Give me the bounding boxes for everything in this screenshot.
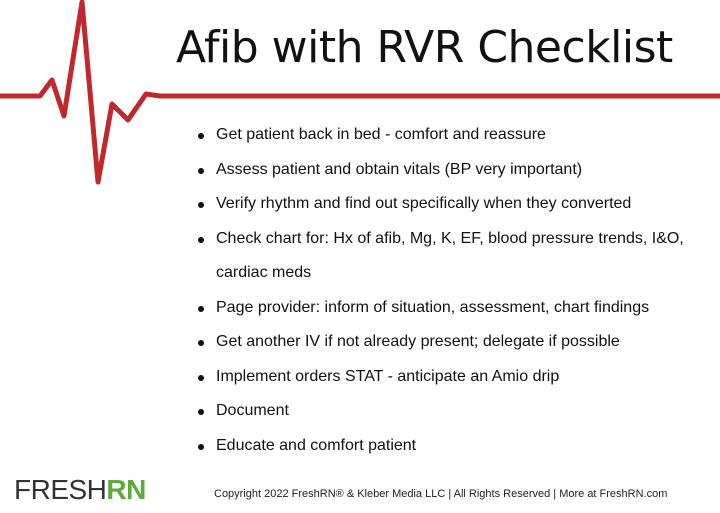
- list-item: Document: [198, 394, 698, 429]
- list-item: Educate and comfort patient: [198, 429, 698, 464]
- list-item: Get patient back in bed - comfort and reassure: [198, 118, 698, 153]
- page-title: Afib with RVR Checklist: [176, 22, 673, 73]
- list-item: Page provider: inform of situation, assessment, chart findings: [198, 291, 698, 326]
- freshrn-logo: [14, 474, 146, 506]
- logo-rn-text: RN: [106, 474, 146, 505]
- list-item: Verify rhythm and find out specifically when they converted: [198, 187, 698, 222]
- list-item: Get another IV if not already present; delegate if possible: [198, 325, 698, 360]
- list-item: Implement orders STAT - anticipate an Amio drip: [198, 360, 698, 395]
- list-item: Assess patient and obtain vitals (BP very important): [198, 153, 698, 188]
- copyright-footer: Copyright 2022 FreshRN® & Kleber Media LLC | All Rights Reserved | More at FreshRN.com: [214, 488, 668, 500]
- logo-fresh-text: FRESH: [14, 474, 107, 505]
- checklist: [198, 118, 698, 463]
- list-item: Check chart for: Hx of afib, Mg, K, EF, blood pressure trends, I&O, cardiac meds: [198, 222, 698, 291]
